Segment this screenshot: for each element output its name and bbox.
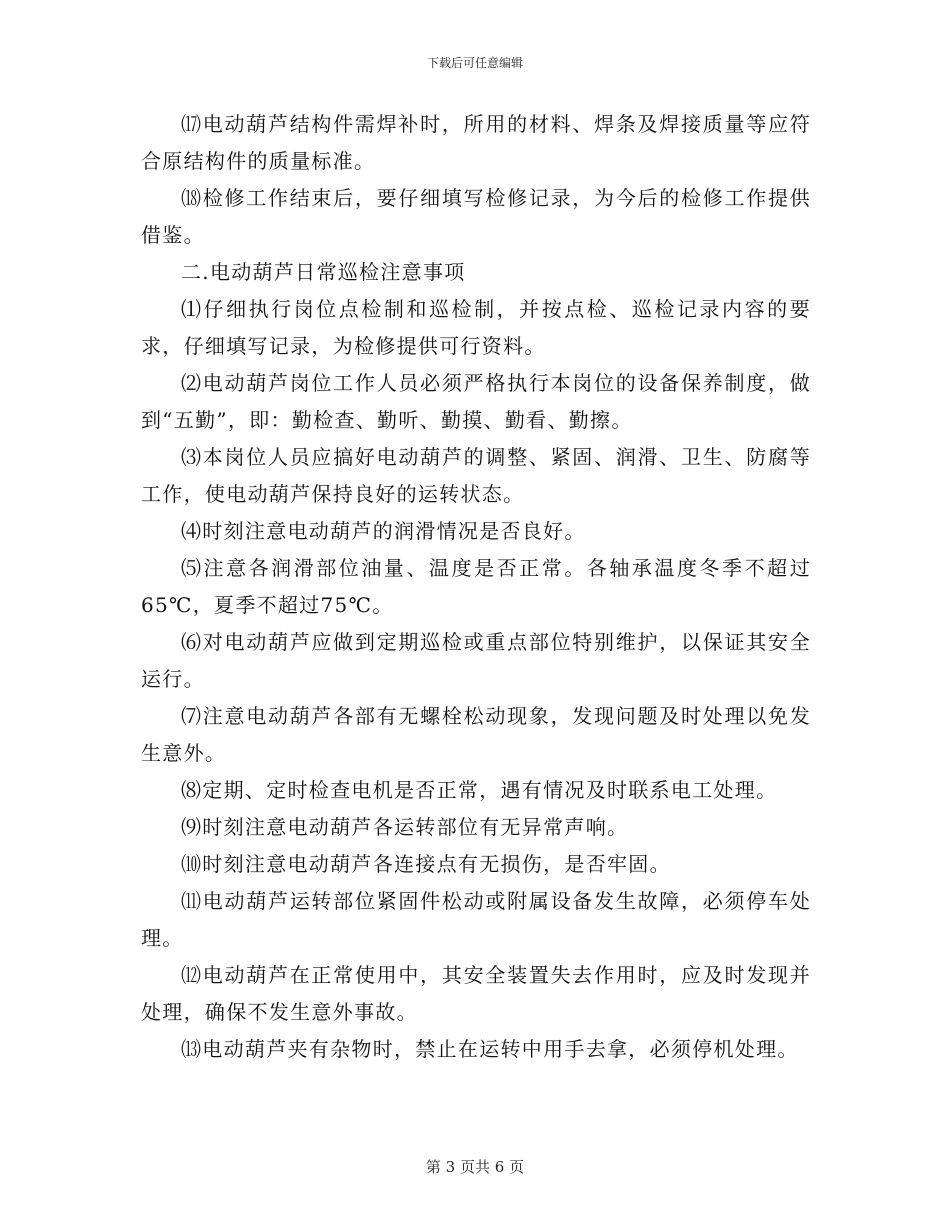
paragraph-item-11: ⑾电动葫芦运转部位紧固件松动或附属设备发生故障，必须停车处理。	[141, 889, 811, 950]
paragraph-item-9: ⑼时刻注意电动葫芦各运转部位有无异常声响。	[181, 815, 629, 839]
paragraph-item-10: ⑽时刻注意电动葫芦各连接点有无损伤，是否牢固。	[181, 852, 671, 876]
paragraph-item-4: ⑷时刻注意电动葫芦的润滑情况是否良好。	[181, 519, 586, 543]
paragraph-item-13: ⒀电动葫芦夹有杂物时，禁止在运转中用手去拿，必须停机处理。	[181, 1037, 799, 1061]
paragraph-item-8: ⑻定期、定时检查电机是否正常，遇有情况及时联系电工处理。	[181, 778, 778, 802]
page-footer: 第 3 页共 6 页	[425, 1158, 525, 1176]
paragraph-item-5: ⑸注意各润滑部位油量、温度是否正常。各轴承温度冬季不超过65℃，夏季不超过75℃。	[141, 556, 811, 617]
document-body	[141, 106, 811, 1068]
paragraph-item-2: ⑵电动葫芦岗位工作人员必须严格执行本岗位的设备保养制度，做到“五勤”，即：勤检查、勤听、勤摸、勤看、勤擦。	[141, 371, 811, 432]
paragraph-item-6: ⑹对电动葫芦应做到定期巡检或重点部位特别维护，以保证其安全运行。	[141, 630, 811, 691]
paragraph-item-18: ⒅检修工作结束后，要仔细填写检修记录，为今后的检修工作提供借鉴。	[141, 186, 811, 247]
paragraph-item-1: ⑴仔细执行岗位点检制和巡检制，并按点检、巡检记录内容的要求，仔细填写记录，为检修提供可行资料。	[141, 297, 811, 358]
paragraph-item-3: ⑶本岗位人员应搞好电动葫芦的调整、紧固、润滑、卫生、防腐等工作，使电动葫芦保持良好的运转状态。	[141, 445, 811, 506]
paragraph-item-12: ⑿电动葫芦在正常使用中，其安全装置失去作用时，应及时发现并处理，确保不发生意外事故。	[141, 963, 811, 1024]
section-heading: 二.电动葫芦日常巡检注意事项	[181, 260, 466, 284]
paragraph-item-7: ⑺注意电动葫芦各部有无螺栓松动现象，发现问题及时处理以免发生意外。	[141, 704, 811, 765]
page-header: 下载后可任意编辑	[426, 56, 523, 70]
paragraph-item-17: ⒄电动葫芦结构件需焊补时，所用的材料、焊条及焊接质量等应符合原结构件的质量标准。	[141, 112, 811, 173]
